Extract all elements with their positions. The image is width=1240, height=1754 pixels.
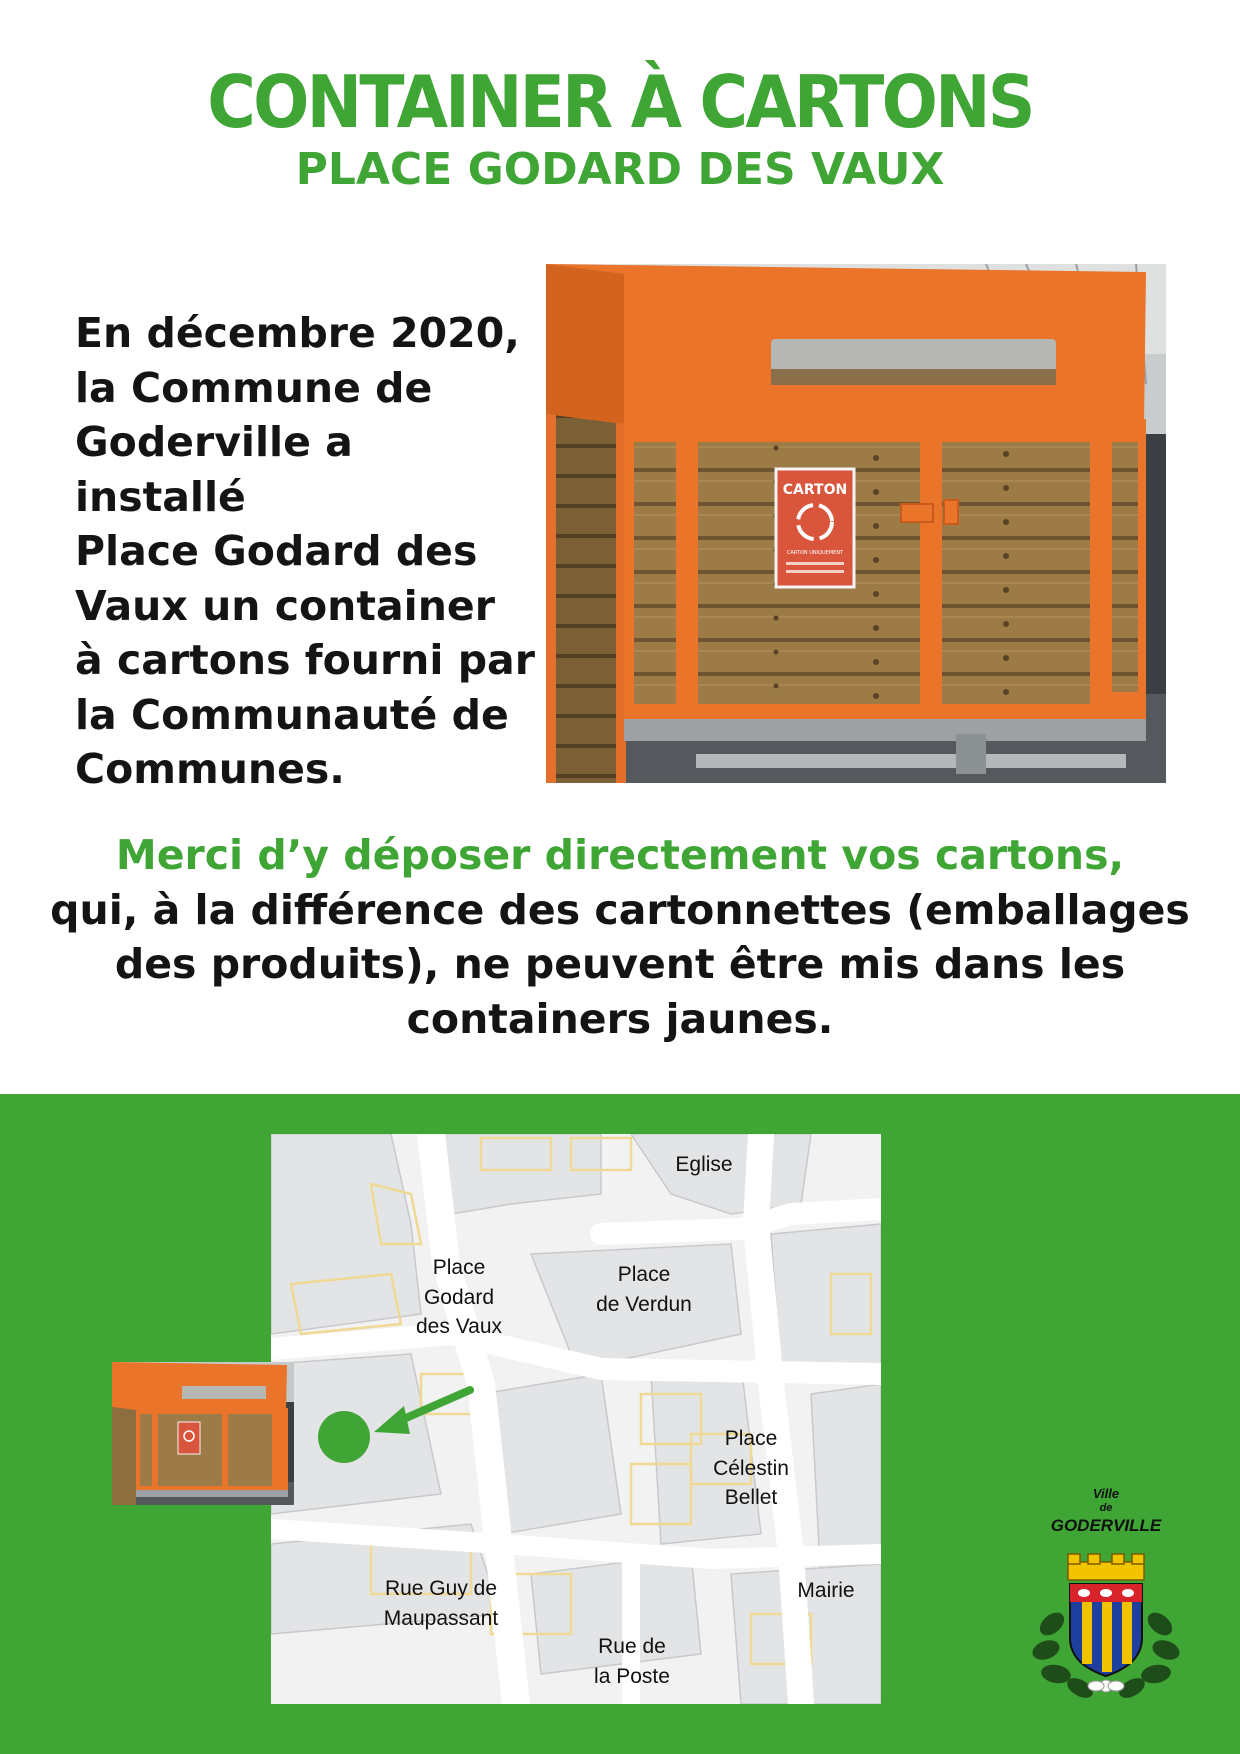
map-label-mairie	[781, 1576, 871, 1606]
intro-line: Communes.	[75, 745, 345, 793]
map-label-line: la Poste	[594, 1664, 670, 1688]
intro-line: la Communauté de	[75, 690, 509, 739]
container-thumbnail-illustration	[112, 1362, 294, 1505]
map-label-rue-guy	[371, 1574, 511, 1633]
sign-title: CARTON	[782, 482, 848, 498]
container-photo	[546, 264, 1166, 783]
intro-line: Goderville a installé	[75, 418, 353, 521]
location-marker	[318, 1411, 370, 1463]
instruction-line: containers jaunes.	[406, 994, 834, 1043]
map-label-line: Place	[617, 1263, 671, 1286]
map-label-line: de Verdun	[596, 1292, 692, 1316]
goderville-crest-icon	[1030, 1552, 1182, 1700]
map-label-line: Godard	[423, 1285, 495, 1309]
map-label-line: Place	[724, 1427, 778, 1450]
instruction-line: qui, à la différence des cartonnettes (emballages	[50, 885, 1190, 934]
crest-line-ville: Ville	[1092, 1486, 1120, 1501]
map-label-line: Rue Guy de	[384, 1577, 498, 1600]
intro-line: En décembre 2020,	[75, 309, 520, 357]
container-illustration	[546, 264, 1166, 783]
map-label-place-celestin	[691, 1424, 811, 1513]
map-label-line: Maupassant	[383, 1606, 499, 1630]
map-label-line: des Vaux	[416, 1315, 502, 1338]
map-label-line: Célestin	[713, 1456, 789, 1480]
page-title: CONTAINER À CARTONS	[207, 60, 1033, 144]
intro-line: à cartons fourni par	[75, 636, 535, 684]
crest-line-goderville: GODERVILLE	[1050, 1516, 1162, 1535]
map-label-place-verdun	[579, 1260, 709, 1319]
map-label-line: Rue de	[598, 1635, 666, 1658]
map-label-rue-poste	[577, 1632, 687, 1691]
instruction-line: des produits), ne peuvent être mis dans les	[114, 940, 1126, 988]
instruction-message	[40, 828, 1200, 1046]
container-thumbnail	[112, 1362, 294, 1505]
map-label-line: Place	[432, 1256, 486, 1279]
intro-paragraph	[75, 306, 535, 797]
page-subtitle: PLACE GODARD DES VAUX	[295, 144, 945, 195]
intro-line: Vaux un container	[75, 581, 495, 630]
crest-line-de: de	[1099, 1502, 1113, 1514]
map-label-line: Bellet	[724, 1486, 778, 1509]
arrow-icon	[370, 1380, 480, 1440]
intro-line: Place Godard des	[75, 527, 478, 575]
map-label-line: Eglise	[675, 1153, 733, 1176]
sign-text: CARTON UNIQUEMENT	[786, 550, 844, 556]
instruction-highlight: Merci d’y déposer directement vos cartons,	[115, 831, 1125, 879]
intro-line: la Commune de	[75, 363, 433, 412]
map-label-line: Mairie	[797, 1579, 855, 1602]
map-label-place-godard	[399, 1253, 519, 1342]
map-label-eglise	[654, 1150, 754, 1180]
